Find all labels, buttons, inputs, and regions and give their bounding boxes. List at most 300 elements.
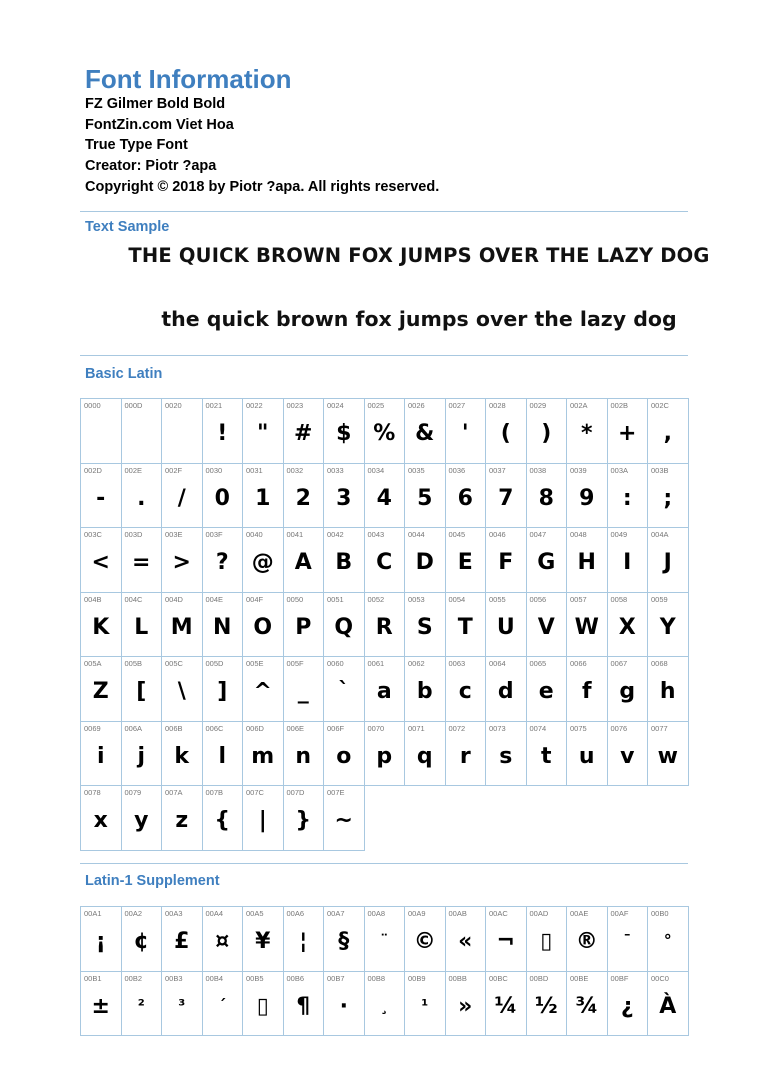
glyph-code: 00AB bbox=[448, 909, 467, 918]
glyph-char: W bbox=[574, 614, 599, 640]
glyph-cell bbox=[567, 972, 608, 1037]
glyph-code: 003A bbox=[610, 465, 629, 475]
glyph-cell bbox=[284, 399, 325, 464]
glyph-char: h bbox=[659, 679, 676, 704]
glyph-cell bbox=[162, 399, 203, 464]
glyph-code: 0074 bbox=[529, 723, 547, 733]
glyph-cell bbox=[365, 907, 406, 972]
glyph-code: 00AE bbox=[570, 909, 589, 918]
glyph-cell bbox=[608, 593, 649, 658]
glyph-cell bbox=[648, 593, 689, 658]
glyph-code: 0037 bbox=[489, 465, 506, 475]
glyph-cell bbox=[324, 464, 365, 529]
glyph-code: 0043 bbox=[367, 530, 385, 539]
glyph-char: k bbox=[174, 743, 190, 769]
glyph-cell bbox=[324, 528, 365, 593]
glyph-char: Z bbox=[92, 679, 109, 704]
glyph-code: 005A bbox=[84, 659, 102, 668]
glyph-cell bbox=[122, 657, 163, 722]
glyph-cell bbox=[648, 907, 689, 972]
glyph-char: 0 bbox=[214, 485, 230, 511]
glyph-char: | bbox=[258, 808, 267, 833]
glyph-char: ; bbox=[663, 485, 673, 511]
glyph-code: 0047 bbox=[529, 530, 547, 539]
glyph-code: 00A8 bbox=[367, 909, 386, 918]
glyph-cell bbox=[324, 972, 365, 1037]
glyph-char: P bbox=[295, 614, 312, 640]
glyph-char: 8 bbox=[538, 485, 554, 511]
glyph-cell bbox=[486, 593, 527, 658]
glyph-code: 00B9 bbox=[408, 973, 426, 983]
glyph-cell bbox=[203, 972, 244, 1037]
glyph-cell bbox=[446, 464, 487, 529]
glyph-char: ¾ bbox=[575, 993, 599, 1019]
glyph-char: 2 bbox=[295, 485, 311, 511]
glyph-cell bbox=[648, 972, 689, 1037]
glyph-cell bbox=[243, 464, 284, 529]
glyph-char: ¶ bbox=[296, 993, 311, 1019]
glyph-char: ½ bbox=[534, 993, 558, 1019]
glyph-code: 0077 bbox=[651, 723, 668, 733]
glyph-char: < bbox=[91, 550, 110, 575]
glyph-cell bbox=[203, 657, 244, 722]
glyph-code: 0032 bbox=[286, 465, 304, 475]
glyph-code: 0022 bbox=[246, 401, 263, 410]
glyph-cell bbox=[284, 528, 325, 593]
font-copyright: Copyright © 2018 by Piotr ?apa. All rights reserved. bbox=[85, 178, 440, 195]
glyph-code: 00AF bbox=[610, 909, 629, 918]
glyph-cell bbox=[567, 399, 608, 464]
glyph-code: 0031 bbox=[246, 465, 263, 475]
glyph-char: b bbox=[416, 679, 433, 704]
glyph-code: 0056 bbox=[529, 594, 547, 604]
glyph-code: 00BB bbox=[448, 973, 467, 983]
glyph-cell bbox=[81, 657, 122, 722]
glyph-cell bbox=[324, 786, 365, 851]
glyph-char: ® bbox=[575, 929, 598, 954]
glyph-char: : bbox=[622, 485, 632, 511]
glyph-char: ▯ bbox=[256, 993, 269, 1019]
glyph-char: * bbox=[580, 421, 593, 446]
glyph-code: 0052 bbox=[367, 594, 385, 604]
glyph-code: 002F bbox=[165, 465, 183, 475]
glyph-code: 003B bbox=[651, 465, 669, 475]
glyph-char: x bbox=[93, 808, 108, 833]
glyph-code: 00B7 bbox=[327, 973, 345, 983]
glyph-char: ¹ bbox=[421, 995, 429, 1015]
glyph-cell bbox=[527, 907, 568, 972]
glyph-cell bbox=[162, 593, 203, 658]
glyph-cell bbox=[527, 464, 568, 529]
glyph-cell bbox=[284, 907, 325, 972]
glyph-code: 002E bbox=[124, 465, 143, 475]
glyph-cell bbox=[243, 657, 284, 722]
glyph-cell bbox=[365, 593, 406, 658]
glyph-cell bbox=[243, 593, 284, 658]
glyph-cell bbox=[81, 786, 122, 851]
glyph-cell bbox=[284, 786, 325, 851]
glyph-char: D bbox=[415, 550, 434, 575]
glyph-char: K bbox=[92, 614, 110, 640]
glyph-char: l bbox=[218, 743, 227, 769]
glyph-cell bbox=[365, 528, 406, 593]
glyph-char: ~ bbox=[334, 808, 353, 833]
glyph-char: ¬ bbox=[496, 929, 515, 954]
glyph-code: 004D bbox=[165, 594, 183, 604]
glyph-char: B bbox=[335, 550, 353, 575]
glyph-cell bbox=[324, 722, 365, 787]
glyph-code: 00A6 bbox=[286, 909, 305, 918]
glyph-cell bbox=[527, 972, 568, 1037]
glyph-char: O bbox=[253, 614, 273, 640]
glyph-code: 00BF bbox=[610, 973, 629, 983]
glyph-cell bbox=[81, 722, 122, 787]
glyph-char: j bbox=[137, 743, 146, 769]
glyph-code: 004A bbox=[651, 530, 669, 539]
glyph-cell bbox=[405, 972, 446, 1037]
glyph-code: 00AD bbox=[529, 909, 549, 918]
glyph-char: > bbox=[172, 550, 191, 575]
glyph-cell bbox=[648, 399, 689, 464]
glyph-code: 0030 bbox=[205, 465, 223, 475]
glyph-char: q bbox=[416, 743, 433, 769]
glyph-char: a bbox=[376, 679, 392, 704]
glyph-char: # bbox=[294, 421, 313, 446]
glyph-cell bbox=[324, 593, 365, 658]
glyph-cell bbox=[365, 722, 406, 787]
glyph-char: c bbox=[458, 679, 472, 704]
glyph-code: 0068 bbox=[651, 659, 668, 668]
glyph-char: A bbox=[294, 550, 312, 575]
glyph-code: 0025 bbox=[367, 401, 385, 410]
glyph-char: ` bbox=[338, 679, 350, 704]
glyph-code: 0048 bbox=[570, 530, 587, 539]
glyph-code: 005D bbox=[205, 659, 224, 668]
glyph-code: 0036 bbox=[448, 465, 466, 475]
glyph-char: § bbox=[338, 929, 350, 954]
glyph-char: ¢ bbox=[133, 929, 149, 954]
glyph-code: 0040 bbox=[246, 530, 263, 539]
glyph-cell bbox=[324, 657, 365, 722]
glyph-cell bbox=[122, 907, 163, 972]
glyph-char: v bbox=[620, 743, 635, 769]
glyph-cell bbox=[608, 657, 649, 722]
glyph-cell bbox=[608, 972, 649, 1037]
glyph-code: 0000 bbox=[84, 401, 101, 410]
glyph-char: ) bbox=[541, 421, 552, 446]
glyph-char: i bbox=[96, 743, 105, 769]
glyph-char: \ bbox=[177, 679, 186, 704]
glyph-char: T bbox=[457, 614, 473, 640]
glyph-code: 0063 bbox=[448, 659, 466, 668]
glyph-char: ' bbox=[461, 421, 469, 446]
glyph-code: 0062 bbox=[408, 659, 425, 668]
glyph-char: ( bbox=[500, 421, 511, 446]
glyph-cell bbox=[122, 786, 163, 851]
glyph-char: ¤ bbox=[215, 929, 230, 954]
latin1-grid bbox=[80, 906, 689, 1036]
glyph-code: 00BC bbox=[489, 973, 508, 983]
glyph-code: 002D bbox=[84, 465, 102, 475]
glyph-cell bbox=[243, 528, 284, 593]
glyph-char: 5 bbox=[417, 485, 433, 511]
glyph-code: 0042 bbox=[327, 530, 344, 539]
glyph-code: 003C bbox=[84, 530, 102, 539]
glyph-char: ! bbox=[217, 421, 228, 446]
glyph-code: 00BE bbox=[570, 973, 589, 983]
glyph-cell bbox=[486, 657, 527, 722]
glyph-code: 0057 bbox=[570, 594, 587, 604]
glyph-cell bbox=[243, 972, 284, 1037]
basic-latin-title: Basic Latin bbox=[85, 366, 163, 382]
glyph-char: ] bbox=[217, 679, 228, 704]
glyph-code: 004F bbox=[246, 594, 264, 604]
glyph-char: N bbox=[213, 614, 232, 640]
glyph-cell bbox=[81, 464, 122, 529]
glyph-code: 006C bbox=[205, 723, 224, 733]
glyph-cell bbox=[405, 464, 446, 529]
glyph-code: 0051 bbox=[327, 594, 344, 604]
glyph-cell bbox=[81, 593, 122, 658]
glyph-char: 1 bbox=[255, 485, 271, 511]
glyph-code: 0020 bbox=[165, 401, 182, 410]
glyph-code: 0034 bbox=[367, 465, 385, 475]
glyph-char: s bbox=[499, 743, 513, 769]
glyph-cell bbox=[203, 528, 244, 593]
glyph-char: % bbox=[373, 421, 396, 446]
glyph-cell bbox=[527, 657, 568, 722]
glyph-cell bbox=[243, 399, 284, 464]
glyph-char: L bbox=[134, 614, 149, 640]
glyph-code: 006F bbox=[327, 723, 345, 733]
glyph-cell bbox=[203, 907, 244, 972]
glyph-code: 0038 bbox=[529, 465, 547, 475]
glyph-code: 0058 bbox=[610, 594, 628, 604]
glyph-cell bbox=[446, 722, 487, 787]
glyph-code: 00BD bbox=[529, 973, 549, 983]
glyph-code: 007E bbox=[327, 788, 345, 797]
glyph-cell bbox=[608, 399, 649, 464]
glyph-code: 0065 bbox=[529, 659, 547, 668]
glyph-cell bbox=[122, 972, 163, 1037]
glyph-char: 6 bbox=[457, 485, 473, 511]
glyph-code: 00A4 bbox=[205, 909, 224, 918]
glyph-code: 0076 bbox=[610, 723, 628, 733]
glyph-code: 0054 bbox=[448, 594, 466, 604]
glyph-code: 006B bbox=[165, 723, 183, 733]
glyph-code: 0029 bbox=[529, 401, 547, 410]
glyph-cell bbox=[162, 722, 203, 787]
glyph-cell bbox=[162, 657, 203, 722]
glyph-code: 00A9 bbox=[408, 909, 426, 918]
glyph-char: f bbox=[581, 679, 592, 704]
glyph-char: z bbox=[175, 808, 189, 833]
glyph-cell bbox=[203, 464, 244, 529]
glyph-char: u bbox=[578, 743, 595, 769]
glyph-char: ¸ bbox=[380, 995, 389, 1015]
glyph-code: 007C bbox=[246, 788, 264, 797]
basic-latin-grid bbox=[80, 398, 689, 851]
glyph-code: 002A bbox=[570, 401, 588, 410]
glyph-cell bbox=[446, 399, 487, 464]
glyph-cell bbox=[648, 722, 689, 787]
glyph-code: 0073 bbox=[489, 723, 506, 733]
glyph-code: 006D bbox=[246, 723, 264, 733]
glyph-char: } bbox=[295, 808, 312, 833]
glyph-char: 9 bbox=[579, 485, 595, 511]
glyph-cell bbox=[324, 907, 365, 972]
glyph-code: 004E bbox=[205, 594, 224, 604]
glyph-char: - bbox=[96, 485, 106, 511]
glyph-cell bbox=[486, 399, 527, 464]
glyph-char: o bbox=[336, 743, 352, 769]
glyph-cell bbox=[486, 528, 527, 593]
glyph-cell bbox=[365, 972, 406, 1037]
glyph-code: 003E bbox=[165, 530, 183, 539]
glyph-code: 007B bbox=[205, 788, 224, 797]
glyph-cell bbox=[527, 593, 568, 658]
glyph-cell bbox=[527, 722, 568, 787]
glyph-char: _ bbox=[297, 679, 309, 704]
glyph-code: 0069 bbox=[84, 723, 101, 733]
glyph-cell bbox=[486, 972, 527, 1037]
glyph-char: r bbox=[459, 743, 471, 769]
glyph-code: 00B8 bbox=[367, 973, 386, 983]
glyph-cell bbox=[527, 528, 568, 593]
glyph-cell bbox=[486, 907, 527, 972]
glyph-char: S bbox=[416, 614, 433, 640]
glyph-cell bbox=[446, 657, 487, 722]
glyph-code: 00B6 bbox=[286, 973, 305, 983]
glyph-cell bbox=[486, 464, 527, 529]
glyph-cell bbox=[405, 593, 446, 658]
glyph-cell bbox=[203, 786, 244, 851]
glyph-code: 0024 bbox=[327, 401, 344, 410]
glyph-code: 003D bbox=[124, 530, 143, 539]
glyph-code: 0064 bbox=[489, 659, 506, 668]
glyph-char: I bbox=[623, 550, 632, 575]
glyph-char: F bbox=[498, 550, 514, 575]
glyph-code: 007D bbox=[286, 788, 305, 797]
glyph-cell bbox=[243, 722, 284, 787]
glyph-code: 0039 bbox=[570, 465, 587, 475]
glyph-code: 0033 bbox=[327, 465, 344, 475]
glyph-char: © bbox=[413, 929, 436, 954]
glyph-cell bbox=[81, 907, 122, 972]
glyph-char: & bbox=[415, 421, 435, 446]
glyph-code: 00A3 bbox=[165, 909, 183, 918]
glyph-cell bbox=[81, 972, 122, 1037]
glyph-char: , bbox=[663, 421, 672, 446]
glyph-code: 0075 bbox=[570, 723, 587, 733]
glyph-cell bbox=[648, 657, 689, 722]
glyph-cell bbox=[243, 907, 284, 972]
glyph-cell bbox=[486, 722, 527, 787]
divider bbox=[80, 863, 688, 864]
glyph-cell bbox=[405, 657, 446, 722]
glyph-cell bbox=[81, 399, 122, 464]
glyph-char: · bbox=[339, 993, 348, 1019]
glyph-char: [ bbox=[136, 679, 147, 704]
glyph-code: 005C bbox=[165, 659, 183, 668]
glyph-char: H bbox=[577, 550, 596, 575]
glyph-code: 006E bbox=[286, 723, 305, 733]
glyph-code: 000D bbox=[124, 401, 143, 410]
font-creator: Creator: Piotr ?apa bbox=[85, 158, 217, 175]
glyph-cell bbox=[162, 907, 203, 972]
divider bbox=[80, 211, 688, 212]
glyph-code: 0067 bbox=[610, 659, 628, 668]
glyph-char: ▯ bbox=[540, 929, 553, 954]
font-info bbox=[85, 64, 439, 198]
glyph-char: 4 bbox=[376, 485, 392, 511]
glyph-code: 0059 bbox=[651, 594, 668, 604]
glyph-cell bbox=[608, 722, 649, 787]
glyph-code: 0050 bbox=[286, 594, 304, 604]
glyph-code: 0061 bbox=[367, 659, 385, 668]
glyph-code: 0072 bbox=[448, 723, 466, 733]
glyph-code: 002B bbox=[610, 401, 629, 410]
latin1-title: Latin-1 Supplement bbox=[85, 873, 220, 889]
glyph-code: 0049 bbox=[610, 530, 628, 539]
glyph-char: . bbox=[137, 485, 146, 511]
glyph-char: ¡ bbox=[95, 929, 106, 954]
glyph-char: " bbox=[257, 421, 269, 446]
glyph-char: ¦ bbox=[299, 929, 308, 954]
glyph-char: / bbox=[177, 485, 186, 511]
glyph-code: 00B0 bbox=[651, 909, 669, 918]
divider bbox=[80, 355, 688, 356]
glyph-code: 0078 bbox=[84, 788, 101, 797]
glyph-char: ¿ bbox=[620, 993, 634, 1019]
glyph-code: 00A2 bbox=[124, 909, 143, 918]
glyph-code: 0021 bbox=[205, 401, 223, 410]
glyph-char: $ bbox=[336, 421, 352, 446]
font-type: True Type Font bbox=[85, 137, 188, 154]
glyph-cell bbox=[162, 972, 203, 1037]
glyph-cell bbox=[567, 657, 608, 722]
glyph-cell bbox=[648, 464, 689, 529]
glyph-code: 0070 bbox=[367, 723, 385, 733]
glyph-char: 7 bbox=[498, 485, 514, 511]
glyph-code: 0023 bbox=[286, 401, 304, 410]
glyph-char: « bbox=[458, 929, 473, 954]
glyph-code: 0071 bbox=[408, 723, 425, 733]
glyph-cell bbox=[162, 786, 203, 851]
glyph-cell bbox=[608, 528, 649, 593]
glyph-cell bbox=[203, 593, 244, 658]
glyph-code: 007A bbox=[165, 788, 183, 797]
sample-lowercase: the quick brown fox jumps over the lazy dog bbox=[161, 307, 677, 331]
glyph-code: 004C bbox=[124, 594, 143, 604]
glyph-char: À bbox=[659, 993, 677, 1019]
font-name: FZ Gilmer Bold Bold bbox=[85, 96, 226, 112]
glyph-char: ¼ bbox=[494, 993, 518, 1019]
glyph-code: 005F bbox=[286, 659, 304, 668]
glyph-cell bbox=[567, 907, 608, 972]
glyph-cell bbox=[446, 972, 487, 1037]
glyph-cell bbox=[284, 657, 325, 722]
glyph-code: 0046 bbox=[489, 530, 506, 539]
font-info-title: Font Information bbox=[85, 64, 292, 94]
glyph-char: ´ bbox=[218, 995, 227, 1015]
glyph-cell bbox=[405, 907, 446, 972]
glyph-code: 0066 bbox=[570, 659, 587, 668]
glyph-cell bbox=[567, 464, 608, 529]
glyph-code: 002C bbox=[651, 401, 669, 410]
glyph-code: 00A1 bbox=[84, 909, 102, 918]
glyph-char: G bbox=[537, 550, 556, 575]
